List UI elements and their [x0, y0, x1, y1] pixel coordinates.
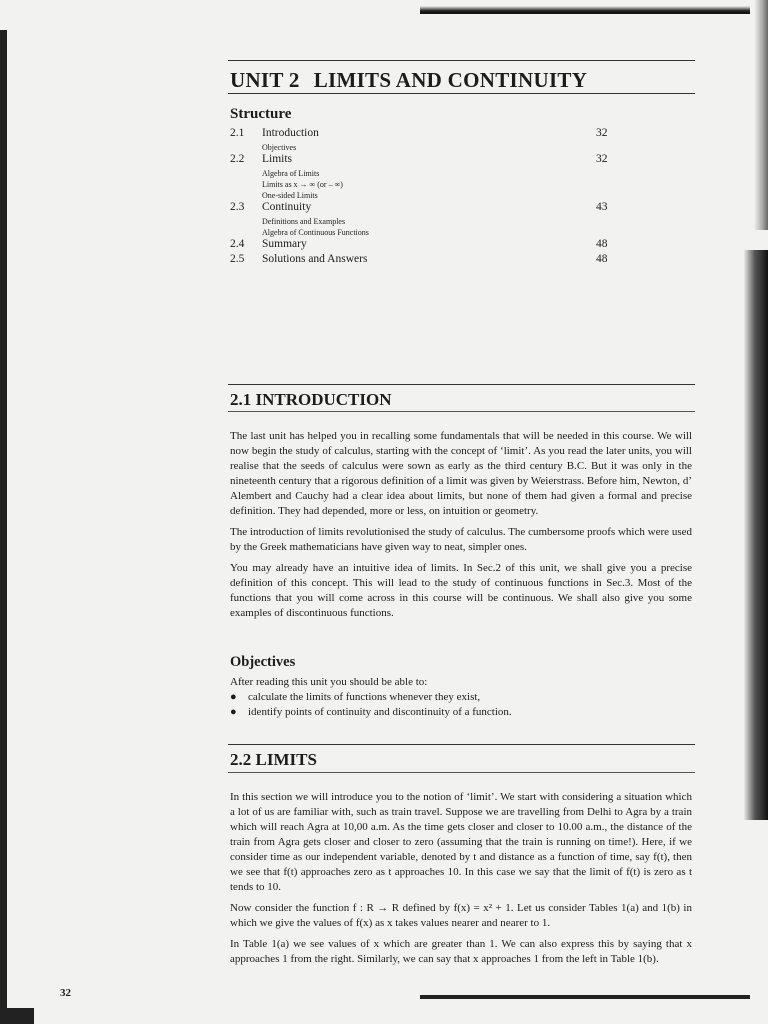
toc-subitem: Algebra of Continuous Functions: [262, 228, 369, 237]
intro-paragraph: You may already have an intuitive idea of limits. In Sec.2 of this unit, we shall give you a precise definition of this concept. This will lead to the study of continuous functions in Sec.3. Most of the functions that you will come across in this course will be continuous. We shall also give you some examples of discontinuous functions.: [230, 562, 692, 619]
toc-item: [230, 201, 650, 216]
scan-edge-left: [0, 30, 7, 1015]
unit-rule-top: [228, 60, 695, 61]
limits-heading: 2.2 LIMITS: [230, 750, 317, 769]
toc-item-page: 32: [596, 153, 608, 165]
list-item: [230, 690, 690, 705]
unit-number: UNIT 2: [230, 68, 300, 92]
toc-item-number: 2.1: [230, 127, 245, 139]
intro-paragraph: The last unit has helped you in recalling some fundamentals that will be needed in this course. We will now begin the study of calculus, starting with the concept of ‘limit’. As you read the later units, you will realise that the seeds of calculus were sown as early as the third century B.C. But it was only in the nineteenth century that a rigorous definition of a limit was given by Weierstrass. Before him, Newton, d’ Alembert and Cauchy had a clear idea about limits, but none of them had given a formal and precise definition. They had depended, more or less, on intuition or geometry.: [230, 430, 692, 517]
scan-edge-right: [744, 250, 768, 820]
table-of-contents: [230, 127, 650, 268]
objectives-heading: Objectives: [230, 654, 296, 670]
toc-item-number: 2.5: [230, 253, 245, 265]
limits-paragraph: In Table 1(a) we see values of x which are greater than 1. We can also express this by saying that x approaches 1 from the right. Similarly, we can say that x approaches 1 from the left in Table 1(b).: [230, 938, 692, 965]
limits-rule-bottom: [228, 772, 695, 773]
intro-heading: 2.1 INTRODUCTION: [230, 390, 392, 409]
toc-item-page: 48: [596, 238, 608, 250]
limits-paragraph: In this section we will introduce you to the notion of ‘limit’. We start with considering a situation which a lot of us are familiar with, such as train travel. Suppose we are travelling from Delhi to Agra by a train which will reach Agra at 10,00 a.m. As the time gets closer and closer to 10.00 a.m., the distance of the train from Agra gets closer and closer to zero (assuming that the train is running on time!). Here, if we consider time as our independent variable, denoted by t and distance as a function of time, say f(t), then we see that f(t) approaches zero as t approaches 10. In this case we say that the limit of f(t) is zero as t tends to 10.: [230, 791, 692, 893]
toc-item-title: Summary: [262, 238, 307, 250]
toc-subitem: Algebra of Limits: [262, 169, 320, 178]
list-item-text: identify points of continuity and discontinuity of a function.: [248, 706, 512, 718]
toc-item-page: 32: [596, 127, 608, 139]
toc-subitem: Limits as x → ∞ (or – ∞): [262, 180, 343, 189]
top-rule: [420, 6, 750, 14]
scan-edge-right-top: [754, 0, 768, 230]
list-item-text: calculate the limits of functions whenever they exist,: [248, 691, 481, 703]
toc-item: [230, 153, 650, 168]
structure-heading: Structure: [230, 106, 292, 122]
toc-item-number: 2.4: [230, 238, 245, 250]
unit-rule-bottom: [228, 93, 695, 94]
page-number: 32: [60, 987, 71, 999]
unit-name: LIMITS AND CONTINUITY: [313, 68, 588, 92]
objectives-lead: After reading this unit you should be able to:: [230, 676, 428, 688]
bullet-icon: ●: [230, 706, 237, 718]
toc-item-title: Continuity: [262, 201, 312, 213]
toc-item-number: 2.2: [230, 153, 245, 165]
toc-subitem: Definitions and Examples: [262, 217, 346, 226]
toc-subitem: Objectives: [262, 143, 297, 152]
toc-item-title: Solutions and Answers: [262, 253, 368, 265]
intro-rule-top: [228, 384, 695, 385]
limits-body: [230, 790, 692, 973]
toc-item: [230, 238, 650, 253]
limits-rule-top: [228, 744, 695, 745]
toc-item-title: Introduction: [262, 127, 319, 139]
toc-item: [230, 253, 650, 268]
toc-item-number: 2.3: [230, 201, 245, 213]
objectives-list: [230, 675, 690, 720]
toc-subitem: One-sided Limits: [262, 191, 318, 200]
bullet-icon: ●: [230, 691, 237, 703]
bottom-rule: [420, 995, 750, 999]
intro-paragraph: The introduction of limits revolutionised the study of calculus. The cumbersome proofs which were used by the Greek mathematicians have given way to neat, simpler ones.: [230, 526, 692, 553]
toc-item-title: Limits: [262, 153, 293, 165]
toc-item-page: 48: [596, 253, 608, 265]
intro-rule-bottom: [228, 411, 695, 412]
toc-item: [230, 127, 650, 142]
unit-title: [230, 68, 587, 93]
limits-paragraph: Now consider the function f : R → R defined by f(x) = x² + 1. Let us consider Tables 1(a) and 1(b) in which we give the values of f(x) as x takes values nearer and nearer to 1.: [230, 902, 692, 929]
list-item: [230, 705, 690, 720]
intro-body: [230, 429, 692, 627]
toc-item-page: 43: [596, 201, 608, 213]
scan-edge-bottom-left: [0, 1008, 34, 1024]
